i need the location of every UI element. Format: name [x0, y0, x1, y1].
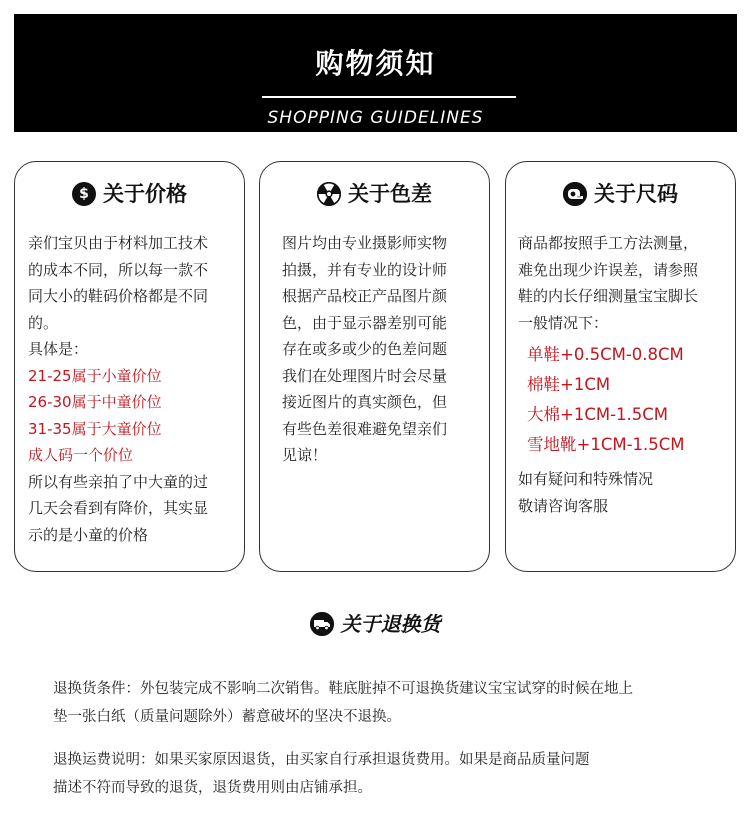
price-intro-line: 同大小的鞋码价格都是不同: [28, 287, 209, 305]
color-card: [259, 161, 490, 572]
color-text-line: 色，由于显示器差别可能: [282, 313, 448, 332]
size-card-title: 关于尺码: [594, 182, 678, 206]
returns-conditions: [53, 675, 713, 731]
price-card-header: [15, 181, 244, 207]
color-text-line: 图片均由专业摄影师实物: [282, 234, 448, 252]
color-text-line: 见谅！: [282, 446, 328, 464]
returns-shipping: [53, 746, 713, 802]
returns-shipping-line: 描述不符而导致的退货，退货费用则由店铺承担。: [53, 780, 372, 796]
size-rule: 雪地靴+1CM-1.5CM: [527, 435, 685, 454]
size-rule: 单鞋+0.5CM-0.8CM: [527, 345, 684, 364]
dollar-icon: $: [72, 182, 96, 206]
color-text-line: 接近图片的真实颜色，但: [282, 393, 448, 411]
price-intro-line: 亲们宝贝由于材料加工技术: [28, 234, 209, 252]
size-card: [505, 161, 736, 572]
price-rule: 21-25属于小童价位: [28, 366, 162, 385]
color-text-line: 根据产品校正产品图片颜: [282, 287, 448, 305]
tape-measure-icon: [563, 182, 587, 206]
price-rule: 26-30属于中童价位: [28, 393, 162, 411]
size-rule: 大棉+1CM-1.5CM: [527, 405, 669, 424]
size-intro-line: 难免出现少许误差，请参照: [518, 260, 699, 279]
size-rule-list: [518, 340, 727, 460]
price-detail-label: 具体是：: [28, 340, 89, 358]
size-rule: 棉鞋+1CM: [527, 375, 611, 394]
banner-subtitle: SHOPPING GUIDELINES: [267, 108, 484, 128]
returns-title: 关于退换货: [340, 612, 441, 636]
banner-title: 购物须知: [315, 47, 436, 80]
size-outro-line: 敬请咨询客服: [518, 496, 609, 515]
returns-conditions-line: 垫一张白纸（质量问题除外）蓄意破坏的坚决不退换。: [53, 709, 401, 725]
size-intro-line: 一般情况下：: [518, 313, 609, 332]
size-intro-line: 商品都按照手工方法测量，: [518, 234, 699, 252]
price-rule: 31-35属于大童价位: [28, 419, 162, 438]
returns-shipping-line: 退换运费说明：如果买家原因退货，由买家自行承担退货费用。如果是商品质量问题: [53, 752, 590, 768]
color-card-title: 关于色差: [348, 182, 432, 206]
size-card-body: [518, 230, 727, 519]
banner-divider: [262, 96, 516, 98]
color-card-header: [260, 181, 489, 207]
size-outro-line: 如有疑问和特殊情况: [518, 470, 654, 488]
color-text-line: 拍摄，并有专业的设计师: [282, 260, 448, 279]
price-outro-line: 示的是小童的价格: [28, 525, 149, 544]
returns-header: [0, 611, 750, 637]
returns-conditions-line: 退换货条件：外包装完成不影响二次销售。鞋底脏掉不可退换货建议宝宝试穿的时候在地上: [53, 681, 633, 697]
color-text-line: 存在或多或少的色差问题: [282, 340, 448, 358]
price-card: [14, 161, 245, 572]
size-card-header: [506, 181, 735, 207]
color-text-line: 我们在处理图片时会尽量: [282, 366, 448, 385]
color-card-body: [282, 230, 481, 469]
price-outro-line: 所以有些亲拍了中大童的过: [28, 472, 209, 491]
header-banner: [14, 14, 737, 132]
color-text-line: 有些色差很难避免望亲们: [282, 419, 448, 438]
size-intro-line: 鞋的内长仔细测量宝宝脚长: [518, 287, 699, 305]
radiation-icon: [317, 182, 341, 206]
price-rule: 成人码一个价位: [28, 446, 134, 464]
price-card-body: [28, 230, 236, 548]
price-outro-line: 几天会看到有降价，其实显: [28, 499, 209, 517]
price-intro-line: 的。: [28, 313, 59, 332]
price-card-title: 关于价格: [103, 182, 187, 206]
truck-icon: [310, 612, 334, 636]
price-intro-line: 的成本不同，所以每一款不: [28, 260, 209, 279]
